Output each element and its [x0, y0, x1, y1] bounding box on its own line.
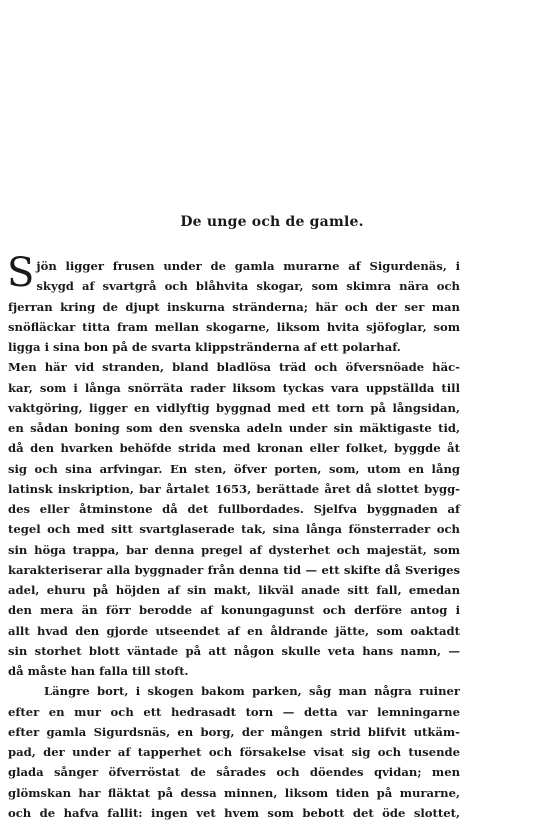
text-line: fjerran kring de djupt inskurna stränderna; här och der ser man	[8, 299, 460, 314]
text-line: Men här vid stranden, bland bladlösa träd och öfversnöade häc-	[8, 360, 460, 375]
text-line: sin höga trappa, bar denna pregel af dysterhet och majestät, som	[8, 542, 460, 557]
text-line: glömskan har fläktat på dessa minnen, liksom tiden på murarne,	[8, 785, 460, 800]
text-line: Längre bort, i skogen bakom parken, såg man några ruiner	[44, 684, 460, 699]
text-line: då måste han falla till stoft.	[8, 664, 189, 678]
text-line: des eller åtminstone då det fullbordades. Sjelfva byggnaden af	[8, 502, 460, 516]
text-line: adel, ehuru på höjden af sin makt, likväl anade sitt fall, emedan	[8, 583, 460, 597]
text-line: sin storhet blott väntade på att någon skulle veta hans namn, —	[8, 643, 460, 658]
text-line: jön ligger frusen under de gamla murarne af Sigurdenäs, i	[36, 259, 460, 273]
drop-cap: S	[7, 250, 35, 296]
text-line: efter gamla Sigurdsnäs, en borg, der mången strid blifvit utkäm-	[8, 724, 460, 739]
text-line: latinsk inskription, bar årtalet 1653, berättade året då slottet bygg-	[8, 481, 460, 496]
text-line: allt hvad den gjorde utseendet af en åldrande jätte, som oaktadt	[8, 623, 460, 638]
text-line: pad, der under af tapperhet och försakelse visat sig och tusende	[8, 745, 460, 759]
text-line: vaktgöring, ligger en vidlyftig byggnad med ett torn på långsidan,	[8, 400, 460, 415]
text-line: en sådan boning som den svenska adeln under sin mäktigaste tid,	[8, 421, 460, 435]
text-line: och de hafva fallit: ingen vet hvem som bebott det öde slottet,	[8, 805, 460, 820]
text-line: den mera än förr berodde af konungagunst och derföre antog i	[8, 603, 460, 618]
text-line: tegel och med sitt svartglaserade tak, sina långa fönsterrader och	[8, 522, 460, 537]
text-line: ligga i sina bon på de svarta klippstränderna af ett polarhaf.	[8, 340, 401, 354]
text-line: kar, som i långa snörräta rader liksom tyckas vara uppställda till	[8, 380, 460, 395]
chapter-title: De unge och de gamle.	[180, 214, 364, 230]
text-line: karakteriserar alla byggnader från denna tid — ett skifte då Sveriges	[8, 562, 460, 577]
body-text	[7, 250, 460, 823]
text-line: glada sånger öfverröstat de sårades och döendes qvidan; men	[8, 765, 460, 780]
text-line: då den hvarken behöfde strida med kronan eller folket, byggde åt	[8, 441, 460, 456]
text-line: sig och sina arfvingar. En sten, öfver porten, som, utom en lång	[8, 461, 460, 476]
text-line: skygd af svartgrå och blåhvita skogar, som skimra nära och	[36, 279, 460, 294]
text-line: snöfläckar titta fram mellan skogarne, liksom hvita sjöfoglar, som	[8, 319, 460, 334]
text-line: efter en mur och ett hedrasadt torn — detta var lemningarne	[8, 704, 460, 719]
